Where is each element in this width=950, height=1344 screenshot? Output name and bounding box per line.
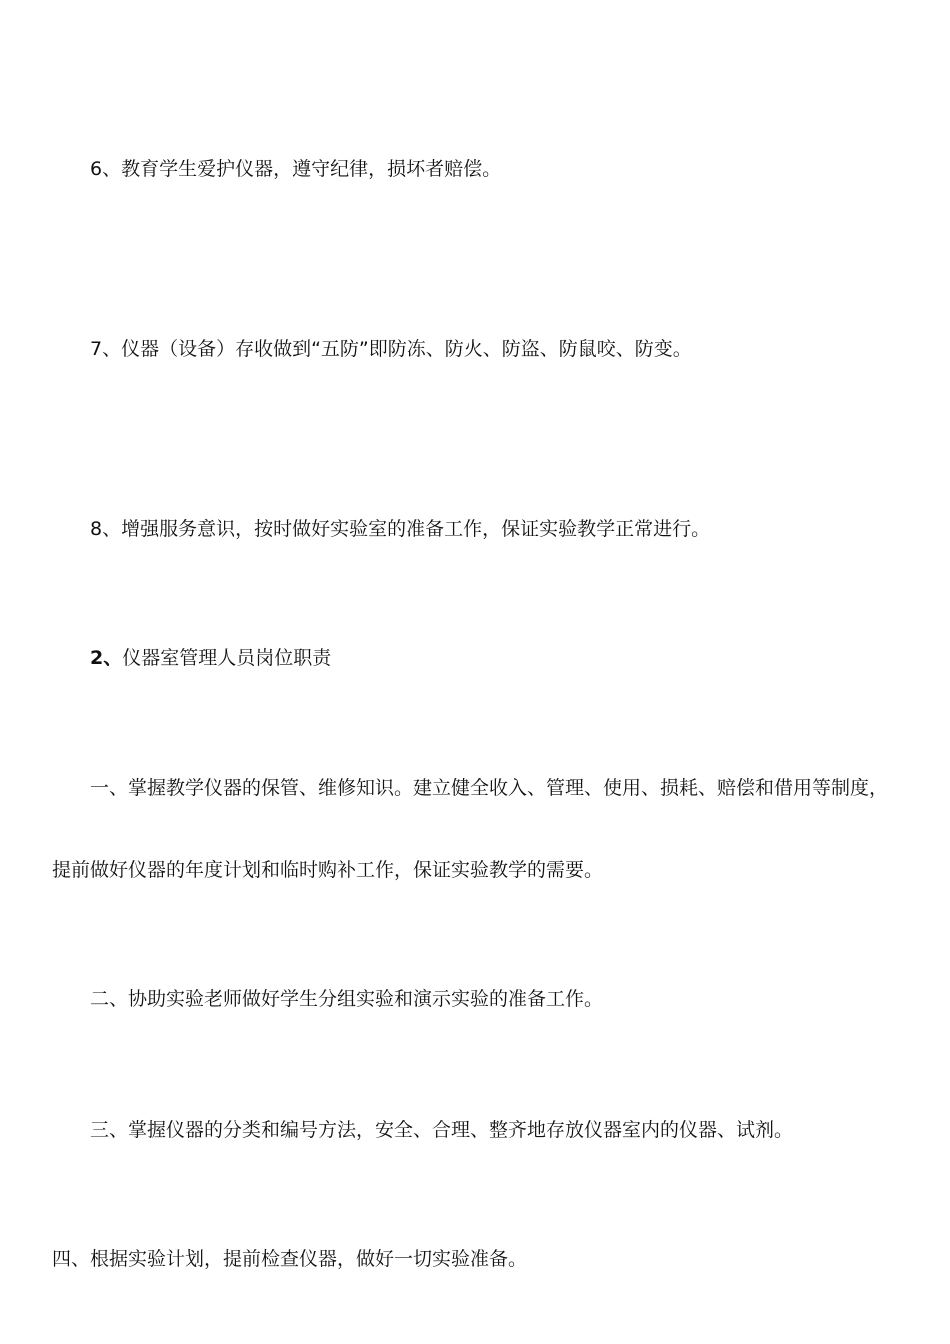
duty-two: 二、协助实验老师做好学生分组实验和演示实验的准备工作。	[90, 988, 604, 1010]
rule-item-7: 7、仪器（设备）存收做到“五防”即防冻、防火、防盗、防鼠咬、防变。	[90, 338, 692, 360]
duty-three: 三、掌握仪器的分类和编号方法，安全、合理、整齐地存放仪器室内的仪器、试剂。	[90, 1119, 794, 1141]
duty-one-line-2: 提前做好仪器的年度计划和临时购补工作，保证实验教学的需要。	[52, 859, 604, 881]
duty-four: 四、根据实验计划，提前检查仪器，做好一切实验准备。	[52, 1248, 528, 1270]
rule-item-8: 8、增强服务意识，按时做好实验室的准备工作，保证实验教学正常进行。	[90, 518, 711, 540]
section-title: 仪器室管理人员岗位职责	[122, 647, 332, 669]
section-number: 2、	[90, 647, 123, 669]
section-heading	[90, 646, 331, 670]
rule-item-6: 6、教育学生爱护仪器，遵守纪律，损坏者赔偿。	[90, 158, 502, 180]
duty-one-line-1: 一、掌握教学仪器的保管、维修知识。建立健全收入、管理、使用、损耗、赔偿和借用等制度，	[90, 777, 889, 799]
